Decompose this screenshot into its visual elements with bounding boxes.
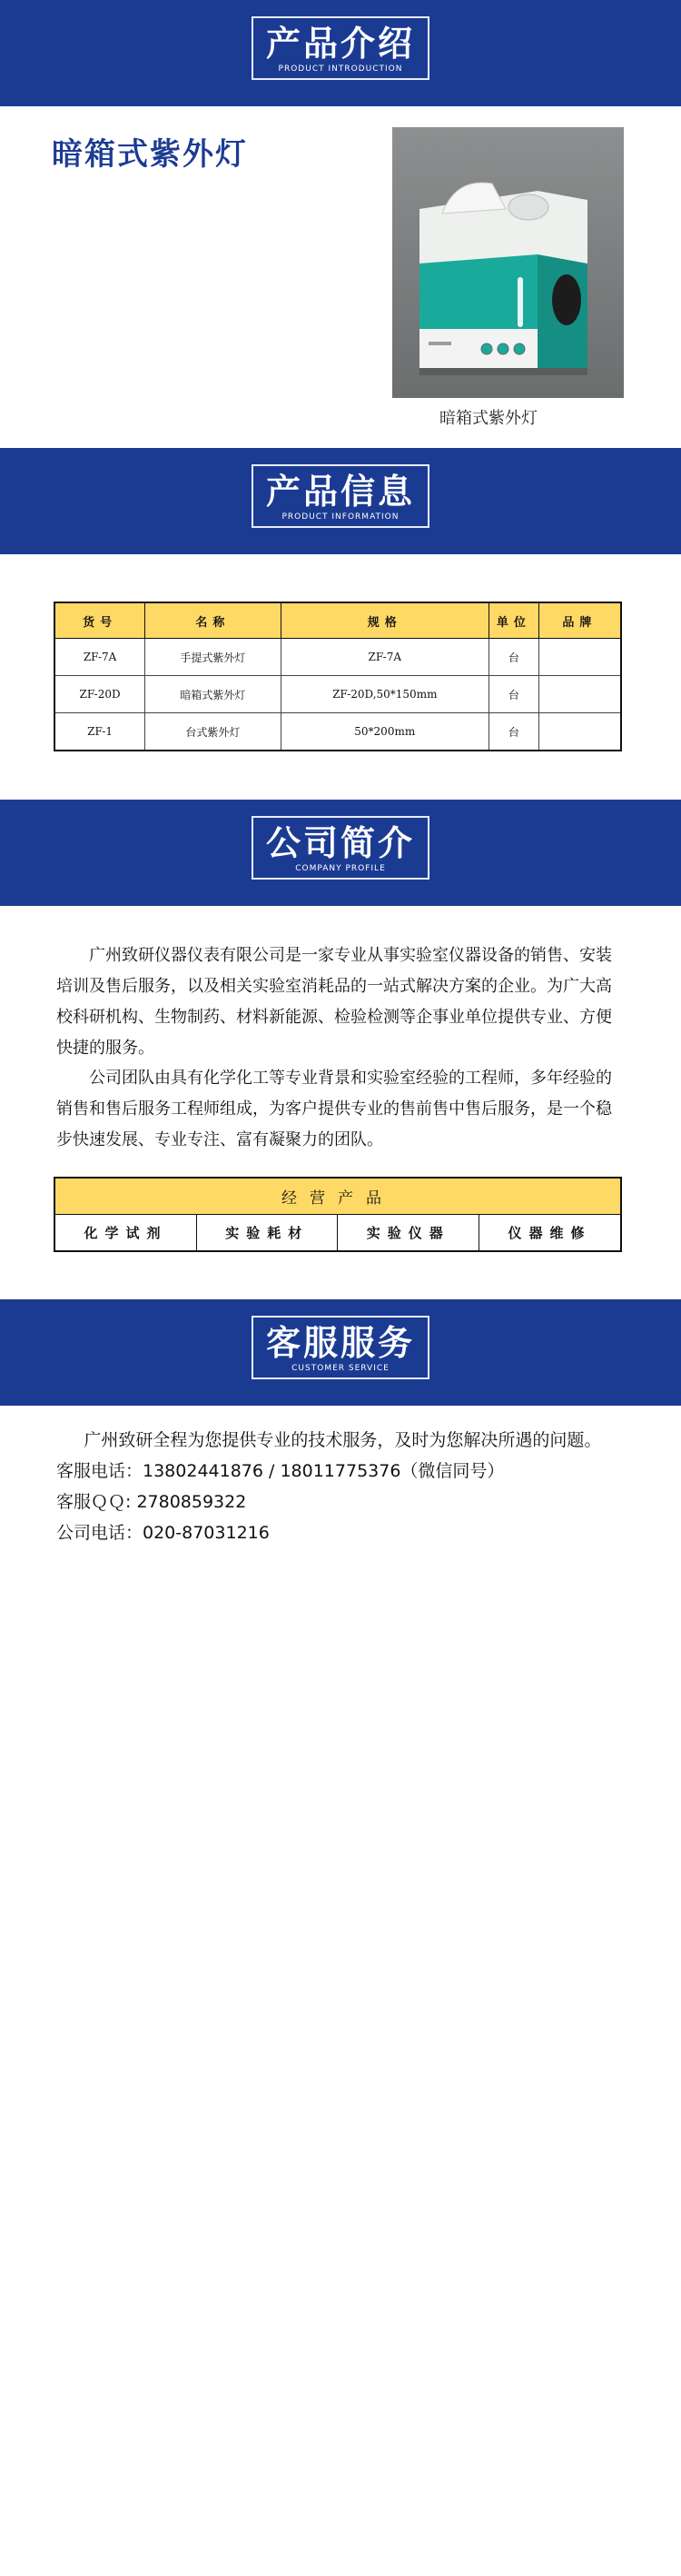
cell-unit: 台 bbox=[489, 639, 538, 676]
product-info-table bbox=[54, 602, 622, 751]
business-title: 经营产品 bbox=[54, 1178, 621, 1215]
section-header-info bbox=[0, 448, 681, 554]
service-intro: 广州致研全程为您提供专业的技术服务，及时为您解决所遇的问题。 bbox=[84, 1430, 602, 1450]
section-title-box bbox=[252, 464, 429, 528]
section-header-service bbox=[0, 1299, 681, 1406]
section-title-cn: 产品介绍 bbox=[265, 24, 416, 64]
col-header-brand: 品牌 bbox=[538, 602, 621, 639]
table-row bbox=[54, 676, 621, 713]
section-title-box bbox=[252, 1316, 429, 1379]
cell-spec: 50*200mm bbox=[281, 713, 489, 751]
cell-spec: ZF-20D,50*150mm bbox=[281, 676, 489, 713]
service-qq: 客服ＱＱ: 2780859322 bbox=[56, 1492, 247, 1512]
cell-code: ZF-20D bbox=[54, 676, 145, 713]
section-header-company bbox=[0, 800, 681, 906]
col-header-name: 名称 bbox=[145, 602, 281, 639]
section-title-box bbox=[252, 816, 429, 880]
cell-spec: ZF-7A bbox=[281, 639, 489, 676]
business-item: 实验耗材 bbox=[196, 1215, 338, 1252]
section-title-cn: 客服服务 bbox=[265, 1323, 416, 1363]
section-title-en: PRODUCT INTRODUCTION bbox=[278, 65, 403, 74]
business-products-table bbox=[54, 1177, 622, 1252]
company-phone: 公司电话：020-87031216 bbox=[56, 1523, 270, 1543]
table-row bbox=[54, 639, 621, 676]
cell-code: ZF-1 bbox=[54, 713, 145, 751]
section-title-cn: 公司简介 bbox=[265, 823, 416, 863]
cell-name: 手提式紫外灯 bbox=[145, 639, 281, 676]
section-title-en: PRODUCT INFORMATION bbox=[281, 512, 400, 522]
col-header-code: 货号 bbox=[54, 602, 145, 639]
uv-cabinet-illustration bbox=[392, 127, 624, 398]
business-item: 仪器维修 bbox=[479, 1215, 621, 1252]
col-header-unit: 单位 bbox=[489, 602, 538, 639]
table-header-row bbox=[54, 602, 621, 639]
product-name: 暗箱式紫外灯 bbox=[52, 136, 248, 173]
cell-unit: 台 bbox=[489, 676, 538, 713]
cell-name: 暗箱式紫外灯 bbox=[145, 676, 281, 713]
cell-code: ZF-7A bbox=[54, 639, 145, 676]
section-title-box bbox=[252, 16, 429, 80]
cell-brand bbox=[538, 676, 621, 713]
section-title-en: COMPANY PROFILE bbox=[295, 864, 386, 873]
col-header-spec: 规格 bbox=[281, 602, 489, 639]
cell-unit: 台 bbox=[489, 713, 538, 751]
product-image bbox=[392, 127, 624, 398]
section-header-intro bbox=[0, 0, 681, 106]
cell-brand bbox=[538, 639, 621, 676]
table-row bbox=[54, 713, 621, 751]
cell-brand bbox=[538, 713, 621, 751]
company-paragraph-2: 公司团队由具有化学化工等专业背景和实验室经验的工程师，多年经验的销售和售后服务工程师组成，为客户提供专业的售前售中售后服务，是一个稳步快速发展、专业专注、富有凝聚力的团队。 bbox=[56, 1069, 612, 1149]
business-item: 实验仪器 bbox=[338, 1215, 479, 1252]
section-title-cn: 产品信息 bbox=[265, 472, 416, 512]
product-image-caption: 暗箱式紫外灯 bbox=[439, 409, 538, 428]
cell-name: 台式紫外灯 bbox=[145, 713, 281, 751]
service-phone: 客服电话：13802441876 / 18011775376（微信同号） bbox=[56, 1461, 505, 1481]
company-paragraph-1: 广州致研仪器仪表有限公司是一家专业从事实验室仪器设备的销售、安装培训及售后服务，以及相关实验室消耗品的一站式解决方案的企业。为广大高校科研机构、生物制药、材料新能源、检验检测等企事业单位提供专业、方便快捷的服务。 bbox=[56, 946, 612, 1058]
business-item: 化学试剂 bbox=[54, 1215, 196, 1252]
section-title-en: CUSTOMER SERVICE bbox=[291, 1364, 390, 1373]
